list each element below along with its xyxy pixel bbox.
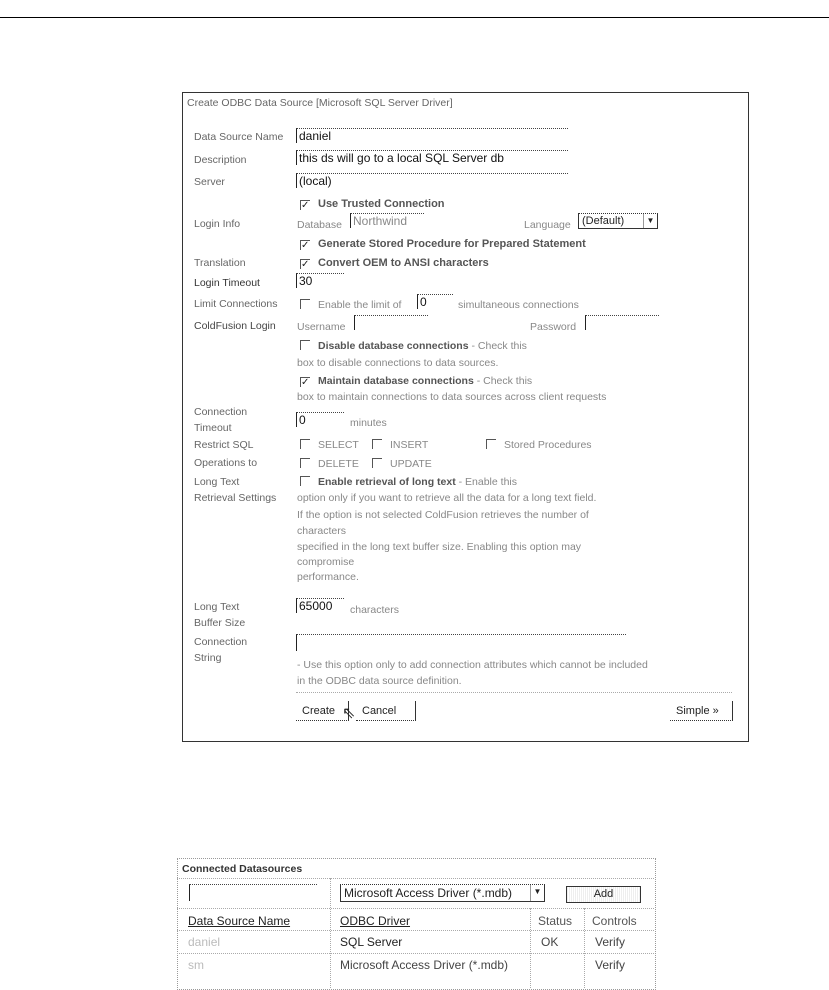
simultaneous-label: simultaneous connections: [458, 299, 579, 311]
datasources-title: Connected Datasources: [182, 863, 303, 875]
label-connstr-1: Connection: [194, 636, 248, 648]
row-status: OK: [541, 935, 559, 949]
server-input[interactable]: (local): [296, 173, 568, 188]
insert-row: [372, 439, 428, 451]
label-connstr-2: String: [194, 652, 222, 664]
label-server: Server: [194, 176, 225, 188]
label-description: Description: [194, 154, 247, 166]
col-divider: [330, 878, 331, 988]
select-label: SELECT: [318, 439, 359, 451]
maintain-line2: box to maintain connections to data sources across client requests: [297, 391, 607, 403]
convert-oem-label: Convert OEM to ANSI characters: [318, 257, 489, 269]
minutes-label: minutes: [350, 417, 387, 429]
lt-line4: specified in the long text buffer size. Enabling this option may: [297, 541, 582, 553]
label-limit-connections: Limit Connections: [194, 298, 278, 310]
cancel-button[interactable]: Cancel: [356, 701, 416, 721]
password-label: Password: [530, 321, 577, 333]
divider: [296, 692, 732, 693]
row-divider: [177, 953, 654, 954]
col-divider: [530, 908, 531, 988]
maintain-row: [300, 375, 532, 387]
maintain-note: - Check this: [473, 375, 533, 387]
lt-line5: compromise: [297, 556, 355, 568]
maintain-label: Maintain database connections: [318, 375, 474, 387]
select-row: [300, 439, 359, 451]
label-buffer-1: Long Text: [194, 601, 240, 613]
label-translation: Translation: [194, 257, 246, 269]
update-checkbox[interactable]: [372, 458, 382, 468]
enable-limit-checkbox[interactable]: [300, 299, 310, 309]
gen-stored-checkbox[interactable]: ✓: [301, 240, 310, 251]
stored-procs-checkbox[interactable]: [486, 439, 496, 449]
gen-stored-row: [300, 238, 586, 250]
row-verify[interactable]: Verify: [595, 958, 626, 972]
row-divider: [177, 930, 654, 931]
longtext-checkbox[interactable]: [300, 476, 310, 486]
delete-row: [300, 458, 359, 470]
create-button[interactable]: Create: [296, 701, 349, 721]
header-dsn[interactable]: Data Source Name: [188, 914, 291, 928]
use-trusted-row: [300, 198, 445, 210]
dsn-input[interactable]: daniel: [296, 128, 568, 143]
database-label: Database: [297, 219, 342, 231]
label-cf-login: ColdFusion Login: [194, 320, 276, 332]
label-conn-timeout-1: Connection: [194, 406, 248, 418]
chevron-down-icon: ▼: [530, 885, 544, 901]
row-divider: [177, 878, 654, 879]
disable-label: Disable database connections: [318, 340, 469, 352]
login-timeout-input[interactable]: 30: [296, 273, 344, 288]
longtext-row: [300, 476, 517, 488]
language-select[interactable]: [578, 213, 658, 229]
update-label: UPDATE: [390, 458, 432, 470]
maintain-checkbox[interactable]: ✓: [301, 377, 310, 388]
disable-row: [300, 340, 527, 352]
label-restrict-2: Operations to: [194, 457, 258, 469]
characters-label: characters: [350, 604, 400, 616]
conn-hint-2: in the ODBC data source definition.: [297, 675, 462, 687]
driver-value: Microsoft Access Driver (*.mdb): [344, 886, 513, 900]
header-controls: Controls: [592, 914, 637, 928]
simple-button[interactable]: Simple »: [670, 701, 733, 721]
delete-checkbox[interactable]: [300, 458, 310, 468]
disable-line2: box to disable connections to data sources.: [297, 357, 499, 369]
username-input[interactable]: [354, 315, 428, 330]
convert-oem-row: [300, 257, 489, 269]
stored-procs-row: [486, 439, 592, 451]
gen-stored-label: Generate Stored Procedure for Prepared Statement: [318, 238, 586, 250]
connection-string-input[interactable]: [296, 634, 626, 651]
convert-oem-checkbox[interactable]: ✓: [301, 259, 310, 270]
header-driver[interactable]: ODBC Driver: [340, 914, 411, 928]
row-driver: Microsoft Access Driver (*.mdb): [340, 958, 509, 972]
label-longtext-2: Retrieval Settings: [194, 492, 277, 504]
disable-checkbox[interactable]: [300, 340, 310, 350]
username-label: Username: [297, 321, 346, 333]
lt-line3: characters: [297, 525, 347, 537]
label-login-info: Login Info: [194, 218, 241, 230]
update-row: [372, 458, 432, 470]
enable-limit-label: Enable the limit of: [318, 299, 402, 311]
driver-select[interactable]: [340, 884, 545, 902]
row-driver: SQL Server: [340, 935, 403, 949]
label-buffer-2: Buffer Size: [194, 617, 246, 629]
row-verify[interactable]: Verify: [595, 935, 626, 949]
label-restrict-1: Restrict SQL: [194, 439, 254, 451]
row-divider: [177, 908, 654, 909]
add-button[interactable]: Add: [566, 886, 641, 903]
delete-label: DELETE: [318, 458, 359, 470]
conn-hint-1: - Use this option only to add connection attributes which cannot be included: [297, 659, 648, 671]
row-name[interactable]: daniel: [188, 935, 221, 949]
label-longtext-1: Long Text: [194, 476, 240, 488]
database-input[interactable]: Northwind: [350, 213, 424, 228]
insert-checkbox[interactable]: [372, 439, 382, 449]
row-name[interactable]: sm: [188, 958, 204, 972]
limit-row: [300, 299, 401, 311]
longtext-note: - Enable this: [455, 476, 517, 488]
buffer-size-input[interactable]: 65000: [296, 598, 344, 613]
language-value: (Default): [582, 215, 625, 227]
conn-timeout-input[interactable]: 0: [296, 412, 344, 427]
longtext-label: Enable retrieval of long text: [318, 476, 456, 488]
header-status: Status: [538, 914, 573, 928]
password-input[interactable]: [585, 315, 659, 330]
col-divider: [584, 908, 585, 988]
disable-note: - Check this: [468, 340, 527, 352]
stored-procs-label: Stored Procedures: [504, 439, 592, 451]
lt-line6: performance.: [297, 571, 359, 583]
cursor-icon: ⇖: [342, 705, 356, 722]
use-trusted-label: Use Trusted Connection: [318, 198, 445, 210]
panel-title: Create ODBC Data Source [Microsoft SQL Server Driver]: [187, 97, 453, 109]
use-trusted-checkbox[interactable]: ✓: [301, 200, 310, 211]
insert-label: INSERT: [390, 439, 429, 451]
lt-line1: option only if you want to retrieve all the data for a long text field.: [297, 492, 597, 504]
select-checkbox[interactable]: [300, 439, 310, 449]
label-dsn: Data Source Name: [194, 131, 284, 143]
chevron-down-icon: ▼: [643, 214, 657, 228]
new-dsn-input[interactable]: [189, 884, 317, 901]
page-rule: [0, 17, 829, 18]
limit-input[interactable]: 0: [417, 294, 453, 309]
label-conn-timeout-2: Timeout: [194, 422, 232, 434]
description-input[interactable]: this ds will go to a local SQL Server db: [296, 150, 568, 165]
lt-line2: If the option is not selected ColdFusion retrieves the number of: [297, 509, 589, 521]
language-label: Language: [524, 219, 571, 231]
label-login-timeout: Login Timeout: [194, 277, 260, 289]
